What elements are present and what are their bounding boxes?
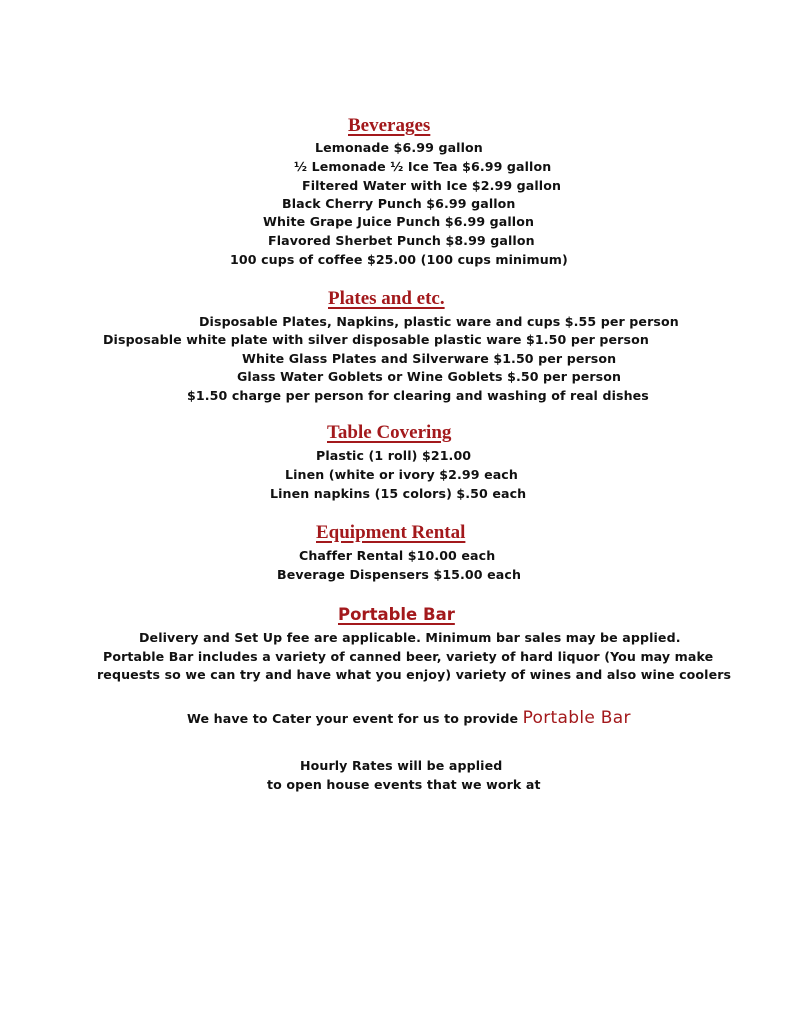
portable-bar-line: Delivery and Set Up fee are applicable. Minimum bar sales may be applied. (139, 630, 681, 645)
portable-bar-line: Portable Bar includes a variety of canned beer, variety of hard liquor (You may make (103, 649, 714, 664)
equipment-rental-item: Beverage Dispensers $15.00 each (277, 567, 522, 582)
plates-item: Glass Water Goblets or Wine Goblets $.50 per person (237, 369, 622, 384)
beverages-item: Filtered Water with Ice $2.99 gallon (302, 178, 562, 193)
table-covering-item: Linen napkins (15 colors) $.50 each (270, 486, 527, 501)
plates-heading: Plates and etc. (328, 288, 445, 309)
plates-item: Disposable white plate with silver disposable plastic ware $1.50 per person (103, 332, 649, 347)
cater-note (187, 707, 631, 730)
beverages-item: 100 cups of coffee $25.00 (100 cups minimum) (230, 252, 568, 267)
table-covering-item: Linen (white or ivory $2.99 each (285, 467, 518, 482)
table-covering-heading: Table Covering (327, 422, 452, 443)
portable-bar-line: requests so we can try and have what you enjoy) variety of wines and also wine coolers (97, 667, 732, 682)
plates-item: Disposable Plates, Napkins, plastic ware and cups $.55 per person (199, 314, 679, 329)
table-covering-item: Plastic (1 roll) $21.00 (316, 448, 472, 463)
plates-item: White Glass Plates and Silverware $1.50 per person (242, 351, 617, 366)
beverages-item: Black Cherry Punch $6.99 gallon (282, 196, 516, 211)
equipment-rental-item: Chaffer Rental $10.00 each (299, 548, 496, 563)
cater-note-accent: Portable Bar (522, 708, 631, 728)
beverages-item: Flavored Sherbet Punch $8.99 gallon (268, 233, 535, 248)
plates-item: $1.50 charge per person for clearing and washing of real dishes (187, 388, 649, 403)
portable-bar-heading: Portable Bar (338, 605, 455, 624)
beverages-item: Lemonade $6.99 gallon (315, 140, 483, 155)
hourly-rates-line: to open house events that we work at (267, 777, 541, 792)
beverages-item: White Grape Juice Punch $6.99 gallon (263, 214, 535, 229)
hourly-rates-line: Hourly Rates will be applied (300, 758, 503, 773)
beverages-item: ½ Lemonade ½ Ice Tea $6.99 gallon (294, 159, 552, 174)
equipment-rental-heading: Equipment Rental (316, 522, 466, 543)
cater-note-text: We have to Cater your event for us to provide (187, 711, 519, 726)
beverages-heading: Beverages (348, 115, 431, 136)
